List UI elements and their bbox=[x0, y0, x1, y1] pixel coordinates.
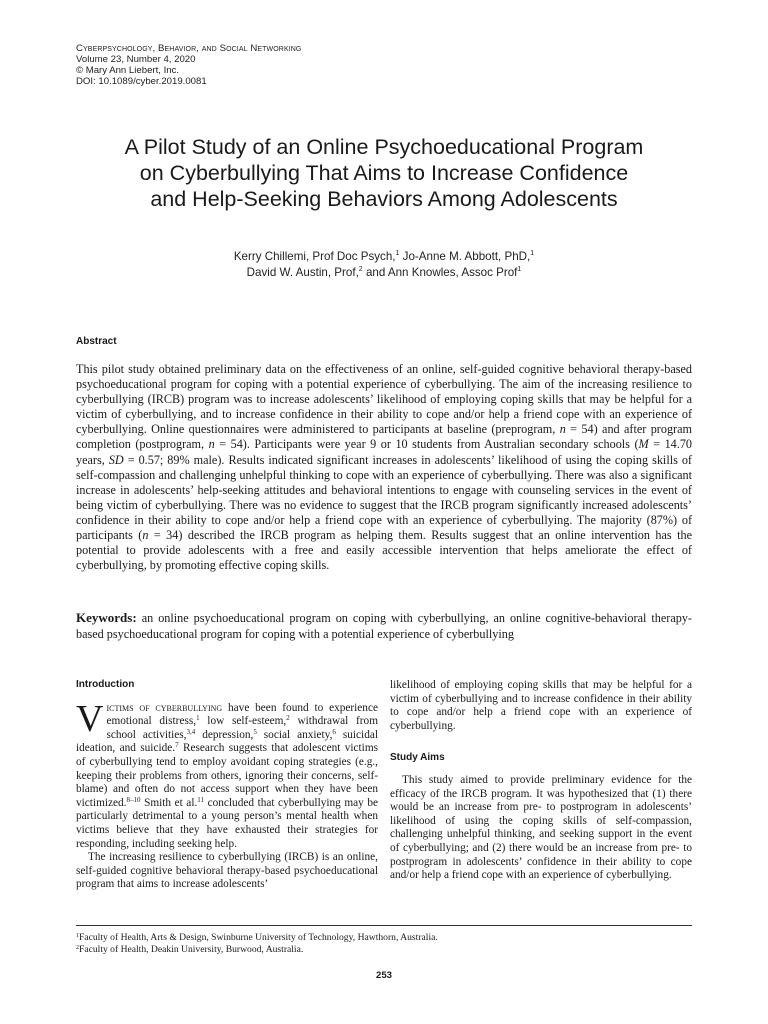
title-line-1: A Pilot Study of an Online Psychoeducational Program bbox=[124, 135, 644, 159]
citation: 8–10 bbox=[126, 795, 141, 804]
intro-text: low self-esteem, bbox=[199, 715, 287, 728]
intro-text: have been found to experience emotional distress, bbox=[106, 701, 378, 728]
affiliation-mark: 2 bbox=[358, 266, 363, 273]
author-knowles: and Ann Knowles, Assoc Prof bbox=[365, 266, 518, 279]
citation: 7 bbox=[175, 741, 179, 750]
citation: 1 bbox=[196, 714, 200, 723]
introduction-heading: Introduction bbox=[76, 679, 135, 690]
abstract-text-part: = 54) and after program completion (postprogram, bbox=[76, 422, 692, 452]
footnote-mark: 2 bbox=[76, 944, 79, 951]
citation: 6 bbox=[332, 727, 336, 736]
abstract-text-part: = 14.70 years, bbox=[76, 437, 693, 467]
abstract-text-part: = 54). Participants were year 9 or 10 students from Australian secondary schools ( bbox=[214, 437, 639, 452]
footnotes bbox=[76, 932, 438, 955]
intro-text: suicidal ideation, and suicide. bbox=[76, 728, 378, 755]
citation: 3,4 bbox=[186, 727, 196, 736]
abstract-stat-symbol: n bbox=[208, 437, 215, 452]
abstract-body bbox=[76, 362, 692, 573]
journal-header bbox=[76, 43, 301, 87]
title-line-2: on Cyberbullying That Aims to Increase Confidence bbox=[139, 161, 629, 185]
abstract-text-part: = 34) described the IRCB program as helping them. Results suggest that an online intervention has the potential to provide adolescents with a free and easily accessible intervention that helps ameliorate the effect of cyberbullying, by promoting effective coping skills. bbox=[76, 528, 692, 573]
drop-cap: V bbox=[76, 697, 104, 740]
lead-in: ictims of cyberbullying bbox=[106, 701, 223, 714]
author-chillemi: Kerry Chillemi, Prof Doc Psych, bbox=[233, 250, 396, 263]
citation: 11 bbox=[197, 795, 205, 804]
right-column bbox=[390, 679, 692, 883]
citation: 5 bbox=[253, 727, 257, 736]
journal-volume: Volume 23, Number 4, 2020 bbox=[76, 54, 196, 65]
abstract-text-part: This pilot study obtained preliminary data on the effectiveness of an online, self-guided cognitive behavioral therapy-based psychoeducational program for coping with a potential experience of cyberbullying. The aim of the increasing resilience to cyberbullying (IRCB) program was to increase adolescents’ likelihood of employing coping skills that may be helpful for a victim of cyberbullying, and to increase confidence in their ability to cope and/or help a friend cope with an experience of cyberbullying. Online questionnaires were administered to participants at baseline (preprogram, bbox=[76, 362, 692, 437]
introduction-continuation: likelihood of employing coping skills that may be helpful for a victim of cyberbullying and to increase confidence in their ability to cope and/or help a friend cope with an experience of cyberbullying. bbox=[390, 679, 692, 732]
affiliation-mark: 1 bbox=[517, 266, 522, 273]
article-title bbox=[60, 134, 708, 212]
intro-text: withdrawal from school activities, bbox=[106, 715, 378, 741]
footnote-divider bbox=[76, 925, 692, 926]
introduction-paragraph-2: The increasing resilience to cyberbullying (IRCB) is an online, self-guided cognitive behavioral therapy-based psychoeducational program that aims to increase adolescents’ bbox=[76, 851, 378, 891]
journal-name: Cyberpsychology, Behavior, and Social Networking bbox=[76, 43, 302, 54]
keywords-text: an online psychoeducational program on coping with cyberbullying, an online cognitive-behavioral therapy-based psychoeducational program for coping with a potential experience of cyberbullying bbox=[76, 611, 692, 641]
footnote-text: Faculty of Health, Arts & Design, Swinburne University of Technology, Hawthorn, Australia. bbox=[79, 932, 438, 943]
abstract-stat-symbol: n bbox=[142, 528, 149, 543]
journal-copyright: © Mary Ann Liebert, Inc. bbox=[76, 65, 180, 76]
author-line-1 bbox=[60, 249, 708, 265]
title-line-3: and Help-Seeking Behaviors Among Adolescents bbox=[150, 187, 618, 211]
abstract-stat-symbol: M bbox=[638, 437, 649, 452]
study-aims-heading: Study Aims bbox=[390, 752, 445, 764]
intro-text: social anxiety, bbox=[256, 728, 333, 741]
footnote-2 bbox=[76, 944, 438, 956]
author-austin: David W. Austin, Prof, bbox=[246, 266, 359, 279]
affiliation-mark: 1 bbox=[530, 250, 535, 257]
abstract-text-part: = 0.57; 89% male). Results indicated significant increases in adolescents’ likelihood of using the coping skills of self-compassion and challenging unhelpful thinking to cope with an experience of cyberbullying. There was also a significant increase in adolescents’ help-seeking attitudes and behavioral intentions to engage with counseling services in the event of being victim of cyberbullying. There was no evidence to suggest that the IRCB program significantly increased adolescents’ confidence in their ability to cope and/or help a friend cope with an experience of cyberbullying. The majority (87%) of participants ( bbox=[76, 452, 692, 543]
intro-text: concluded that cyberbullying may be particularly detrimental to a young person’s mental health when victims believe that they have exhausted their strategies for responding, including seeking help. bbox=[76, 796, 379, 850]
keywords bbox=[76, 610, 692, 642]
abstract-stat-symbol: n bbox=[559, 422, 566, 437]
journal-doi: DOI: 10.1089/cyber.2019.0081 bbox=[76, 76, 207, 87]
affiliation-mark: 1 bbox=[395, 250, 400, 257]
footnote-1 bbox=[76, 932, 438, 944]
intro-text: depression, bbox=[195, 728, 254, 741]
author-abbott: Jo-Anne M. Abbott, PhD, bbox=[402, 250, 531, 263]
intro-text: Smith et al. bbox=[140, 796, 198, 809]
left-column bbox=[76, 678, 378, 892]
abstract-heading: Abstract bbox=[76, 336, 117, 347]
study-aims-paragraph: This study aimed to provide preliminary evidence for the efficacy of the IRCB program. It was hypothesized that (1) there would be an increase from pre- to postprogram in adolescents’ likelihood of using the coping skills of self-compassion, challenging unhelpful thinking, and seeking support in the event of cyberbullying; and (2) there would be an increase from pre- to postprogram in adolescents’ confidence in their ability to cope and/or help a friend cope with an experience of cyberbullying. bbox=[390, 773, 692, 882]
keywords-label: Keywords: bbox=[76, 610, 137, 625]
page-number: 253 bbox=[375, 970, 392, 981]
citation: 2 bbox=[286, 714, 290, 723]
introduction-paragraph-1 bbox=[76, 697, 379, 852]
intro-text: Research suggests that adolescent victims of cyberbullying tend to employ avoidant coping strategies (e.g., keeping their problems from others, ignoring their concerns, self-blame) and often do not access support when they have been victimized. bbox=[76, 742, 378, 809]
author-list bbox=[60, 249, 708, 281]
footnote-text: Faculty of Health, Deakin University, Burwood, Australia. bbox=[79, 943, 304, 955]
footnote-mark: 1 bbox=[76, 933, 79, 939]
author-line-2 bbox=[60, 265, 708, 281]
abstract-stat-symbol: SD bbox=[108, 452, 124, 467]
